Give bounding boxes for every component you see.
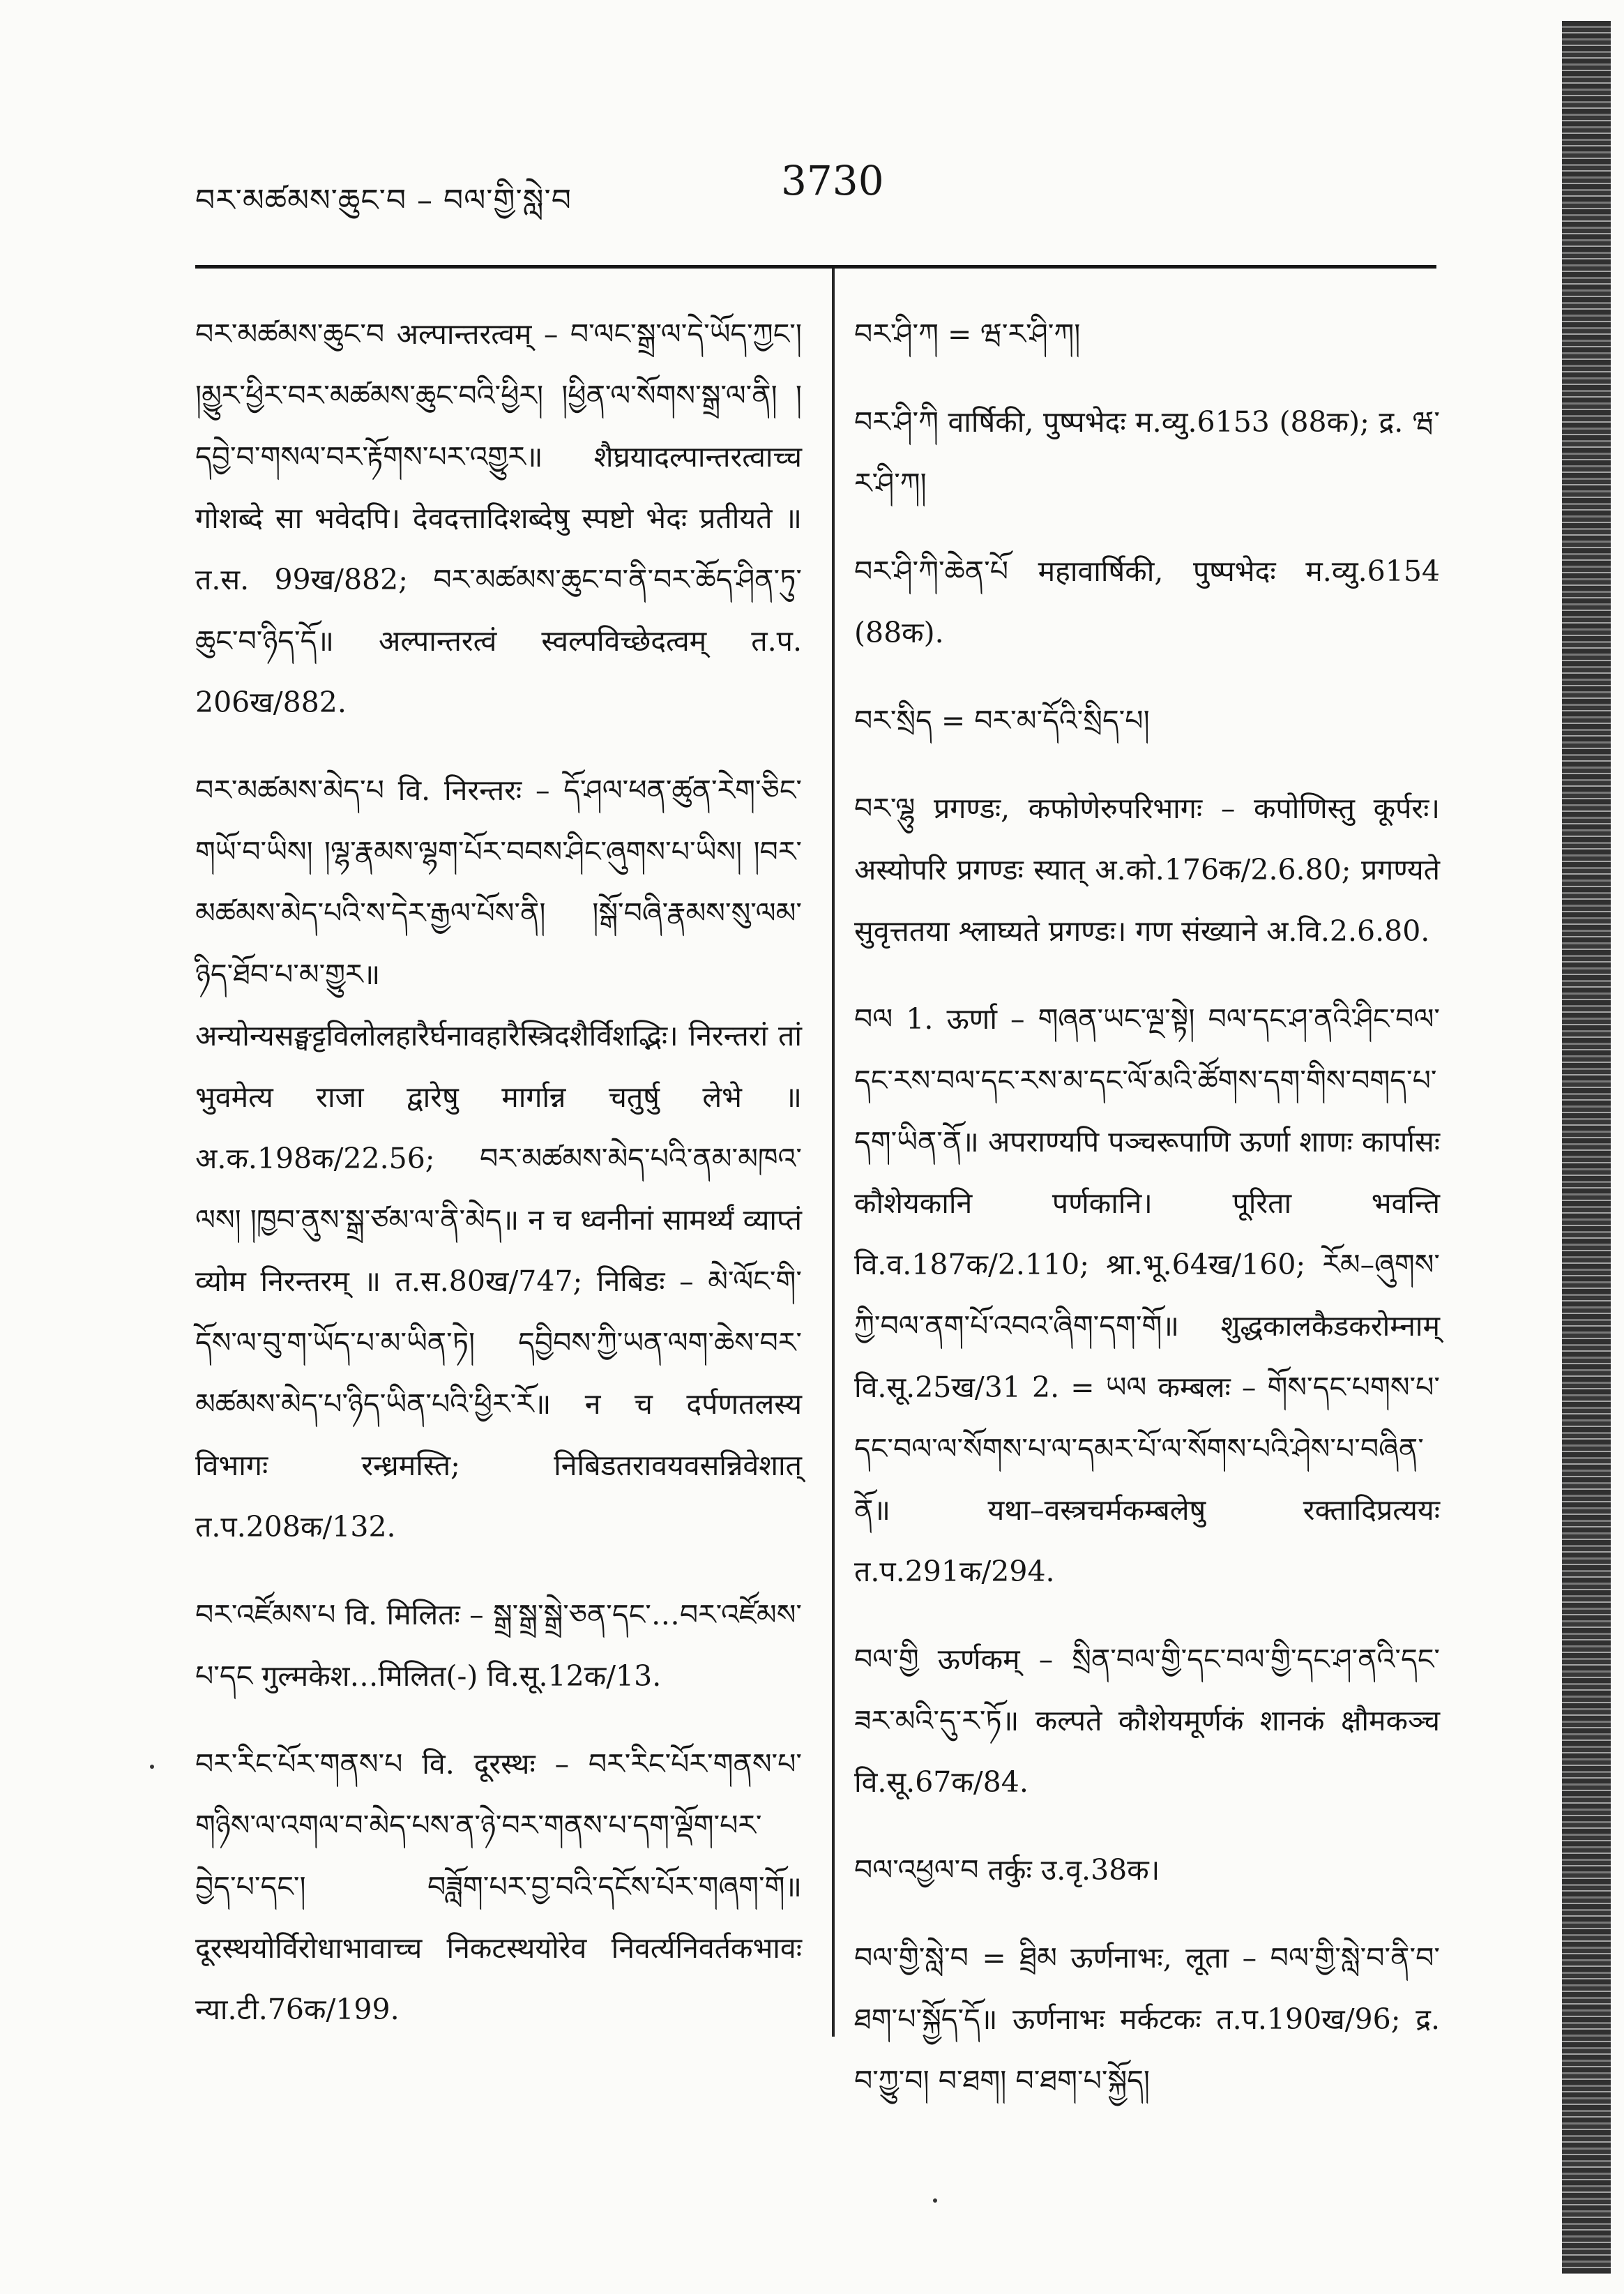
dictionary-entry: བར་ཤི་ཀི་ཆེན་པོ महावार्षिकी, पुष्पभेदः म.व्यु.6154 (88क). xyxy=(854,554,1440,649)
running-header: བར་མཚམས་ཆུང་བ – བལ་གྱི་སླེ་བ xyxy=(195,183,572,218)
scan-speck xyxy=(933,2198,937,2203)
dictionary-entry: བར་ལྷུ प्रगण्डः, कफोणेरुपरिभागः – कपोणिस्तु कूर्परः। अस्योपरि प्रगण्डः स्यात् अ.को.176क/2.6.80; प्रगण्यते सुवृत्ततया श्लाघ्यते प्रगण्डः। गण संख्याने अ.वि.2.6.80. xyxy=(854,792,1440,948)
dictionary-entry: བར་རིང་པོར་གནས་པ वि. दूरस्थः – བར་རིང་པོར་གནས་པ་གཉིས་ལ་འགལ་བ་མེད་པས་ན་ཉེ་བར་གནས་པ་དག་ལྡོག་པར་བྱེད་པ་དང་། བཟློག་པར་བྱ་བའི་དངོས་པོར་གཞག་གོ॥ दूरस्थयोर्विरोधाभावाच्च निकटस्थयोरेव निवर्त्यनिवर्तकभावः न्या.टी.76क/199. xyxy=(195,1747,802,2026)
scan-speck xyxy=(150,1765,154,1769)
column-divider xyxy=(832,269,835,2037)
dictionary-entry: བར་ཤི་ཀི वार्षिकी, पुष्पभेदः म.व्यु.6153 (88क); द्र. ཝ་ར་ཤི་ཀ། xyxy=(854,405,1440,500)
dictionary-entry: བལ་གྱི ऊर्णकम् – སྲིན་བལ་གྱི་དང་བལ་གྱི་དང་ཤ་ནའི་དང་ཟར་མའི་དུ་ར་ཏོ॥ कल्पते कौशेयमूर्णकं शानकं क्षौमकञ्च वि.सू.67क/84. xyxy=(854,1643,1440,1799)
right-column xyxy=(854,303,1440,2138)
dictionary-entry: བར་ཤི་ཀ = ཝ་ར་ཤི་ཀ། xyxy=(854,317,1081,351)
left-column xyxy=(195,303,802,2067)
page-number: 3730 xyxy=(781,157,884,204)
scanned-page-edge xyxy=(1562,21,1611,2274)
header-rule xyxy=(195,265,1436,269)
dictionary-entry: བར་མཚམས་ཆུང་བ अल्पान्तरत्वम् – བ་ལང་སྒྲ་ལ་དེ་ཡོད་ཀྱང་། །མྱུར་ཕྱིར་བར་མཚམས་ཆུང་བའི་ཕྱིར། །ཕྱིན་ལ་སོགས་སྒྲ་ལ་ནི། །དབྱེ་བ་གསལ་བར་རྟོགས་པར་འགྱུར॥ शैघ्रयादल्पान्तरत्वाच्च गोशब्दे सा भवेदपि। देवदत्तादिशब्देषु स्पष्टो भेदः प्रतीयते ॥ त.स. 99ख/882; བར་མཚམས་ཆུང་བ་ནི་བར་ཆོད་ཤིན་ཏུ་ཆུང་བ་ཉིད་དོ॥ अल्पान्तरत्वं स्वल्पविच्छेदत्वम् त.प. 206ख/882. xyxy=(195,317,802,719)
dictionary-entry: བལ་འཕྱལ་བ तर्कुः उ.वृ.38क। xyxy=(854,1853,1160,1887)
dictionary-entry: བལ 1. ऊर्णा – གཞན་ཡང་ལྔ་སྟེ། བལ་དང་ཤ་ནའི་ཤིང་བལ་དང་རས་བལ་དང་རས་མ་དང་ལོ་མའི་ཚོགས་དག་གིས་བགད་པ་དག་ཡིན་ནོ॥ अपराण्यपि पञ्चरूपाणि ऊर्णा शाणः कार्पासः कौशेयकानि पर्णकानि। पूरिता भवन्ति वि.व.187क/2.110; श्रा.भू.64ख/160; རོམ–ཞུགས་ཀྱི་བལ་ནག་པོ་འབའ་ཞིག་དག་གོ॥ शुद्धकालकैडकरोम्नाम् वि.सू.25ख/31 2. = ཡལ कम्बलः – གོས་དང་པགས་པ་དང་བལ་ལ་སོགས་པ་ལ་དམར་པོ་ལ་སོགས་པའི་ཤེས་པ་བཞིན་ནོ॥ यथा–वस्त्रचर्मकम्बलेषु रक्तादिप्रत्ययः त.प.291क/294. xyxy=(854,1002,1440,1588)
dictionary-entry: བལ་གྱི་སླེ་བ = ཐྲིམ ऊर्णनाभः, लूता – བལ་གྱི་སླེ་བ་ནི་བ་ཐག་པ་སྐྱོད་དོ॥ ऊर्णनाभः मर्कटकः त.प.190ख/96; द्र. བ་ཀྱུ་བ། བ་ཐག། བ་ཐག་པ་སྐྱོད། xyxy=(854,1941,1440,2097)
dictionary-entry: བར་འཛོམས་པ वि. मिलितः – སྒྲ་སྒྲ་སྒྲེ་ཅན་དང་…བར་འཛོམས་པ་དང गुल्मकेश…मिलित(-) वि.सू.12क/13. xyxy=(195,1598,802,1693)
dictionary-entry: བར་སྲིད = བར་མ་དོའི་སྲིད་པ། xyxy=(854,704,1150,737)
dictionary-entry: བར་མཚམས་མེད་པ वि. निरन्तरः – དོ་ཤལ་ཕན་ཚུན་རེག་ཅིང་གཡོ་བ་ཡིས། །ལྷ་རྣམས་ལྷག་པོར་བབས་ཤིང་ཞུགས་པ་ཡིས། །བར་མཚམས་མེད་པའི་ས་དེར་རྒྱལ་པོས་ནི། །སྒོ་བཞི་རྣམས་སུ་ལམ་ཉིད་ཐོབ་པ་མ་གྱུར॥ अन्योन्यसङ्घट्टविलोलहारैर्घनावहारैस्त्रिदशैर्विशद्भिः। निरन्तरां तां भुवमेत्य राजा द्वारेषु मार्गान्न चतुर्षु लेभे ॥ अ.क.198क/22.56; བར་མཚམས་མེད་པའི་ནམ་མཁའ་ལས། །ཁྱབ་ནུས་སྒྲ་ཙམ་ལ་ནི་མེད॥ न च ध्वनीनां सामर्थ्यं व्याप्तं व्योम निरन्तरम् ॥ त.स.80ख/747; निबिडः – མེ་ལོང་གི་དོས་ལ་བུ་ག་ཡོད་པ་མ་ཡིན་ཏེ། དབྱིབས་ཀྱི་ཡན་ལག་ཆེས་བར་མཚམས་མེད་པ་ཉིད་ཡིན་པའི་ཕྱིར་རོ॥ न च दर्पणतलस्य विभागः रन्ध्रमस्ति; निबिडतरावयवसन्निवेशात् त.प.208क/132. xyxy=(195,774,802,1544)
